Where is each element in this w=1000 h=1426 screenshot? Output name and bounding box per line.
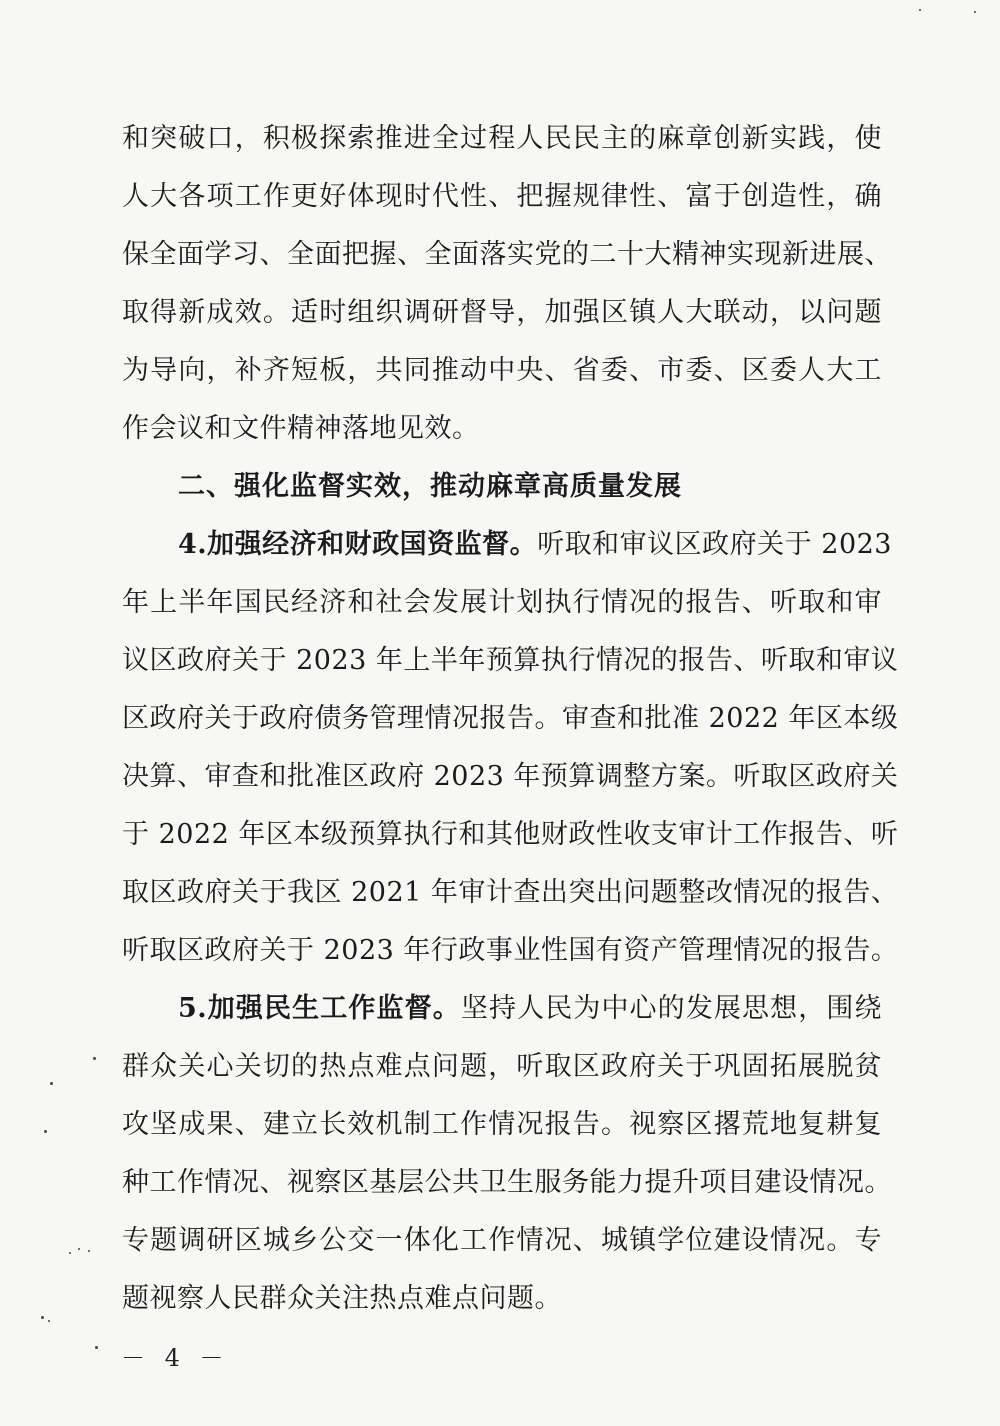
item-5-paragraph: [122, 980, 892, 1328]
text-line: 种工作情况、视察区基层公共卫生服务能力提升项目建设情况。: [122, 1167, 892, 1198]
text-line: 专题调研区城乡公交一体化工作情况、城镇学位建设情况。专: [122, 1225, 882, 1256]
item-text: 听取和审议区政府关于 2023: [537, 529, 892, 560]
text-line: 取区政府关于我区 2021 年审计查出突出问题整改情况的报告、: [122, 877, 899, 908]
text-line: 取得新成效。适时组织调研督导，加强区镇人大联动，以问题: [122, 297, 882, 328]
text-line: 和突破口，积极探索推进全过程人民民主的麻章创新实践，使: [122, 123, 882, 154]
text-line: 作会议和文件精神落地见效。: [122, 413, 480, 444]
item-title: 4.加强经济和财政国资监督。: [178, 529, 538, 560]
item-first-line: [122, 980, 882, 1038]
scan-speck: [50, 1082, 53, 1085]
text-line: 保全面学习、全面把握、全面落实党的二十大精神实现新进展、: [122, 239, 892, 270]
item-title: 5.加强民生工作监督。: [178, 993, 461, 1024]
paragraph-continuation: [122, 110, 892, 458]
scan-speck: [974, 11, 976, 13]
scan-speck: [95, 1346, 98, 1349]
document-body: [122, 110, 899, 1328]
item-first-line: [122, 516, 892, 574]
text-line: 决算、审查和批准区政府 2023 年预算调整方案。听取区政府关: [122, 761, 899, 792]
scan-speck: [88, 1250, 90, 1252]
text-line: 攻坚成果、建立长效机制工作情况报告。视察区撂荒地复耕复: [122, 1109, 882, 1140]
section-heading: 二、强化监督实效，推动麻章高质量发展: [178, 471, 682, 502]
scan-speck: [78, 1248, 80, 1250]
scan-speck: [919, 9, 921, 11]
text-line: 听取区政府关于 2023 年行政事业性国有资产管理情况的报告。: [122, 935, 899, 966]
text-line: 人大各项工作更好体现时代性、把握规律性、富于创造性，确: [122, 181, 882, 212]
scan-speck: [41, 1316, 44, 1319]
text-line: 议区政府关于 2023 年上半年预算执行情况的报告、听取和审议: [122, 645, 899, 676]
page-number: － 4 －: [121, 1344, 230, 1372]
item-text: 坚持人民为中心的发展思想，围绕: [460, 993, 882, 1024]
text-line: 区政府关于政府债务管理情况报告。审查和批准 2022 年区本级: [122, 703, 899, 734]
scan-speck: [44, 1130, 47, 1133]
text-line: 年上半年国民经济和社会发展计划执行情况的报告、听取和审: [122, 587, 882, 618]
scan-speck: [48, 1320, 50, 1322]
text-line: 题视察人民群众关注热点难点问题。: [122, 1283, 562, 1314]
text-line: 于 2022 年区本级预算执行和其他财政性收支审计工作报告、听: [122, 819, 899, 850]
text-line: 为导向，补齐短板，共同推动中央、省委、市委、区委人大工: [122, 355, 882, 386]
text-line: 群众关心关切的热点难点问题，听取区政府关于巩固拓展脱贫: [122, 1051, 882, 1082]
scan-speck: [93, 1057, 96, 1060]
scan-speck: [69, 1252, 71, 1254]
item-4-paragraph: [122, 516, 899, 980]
